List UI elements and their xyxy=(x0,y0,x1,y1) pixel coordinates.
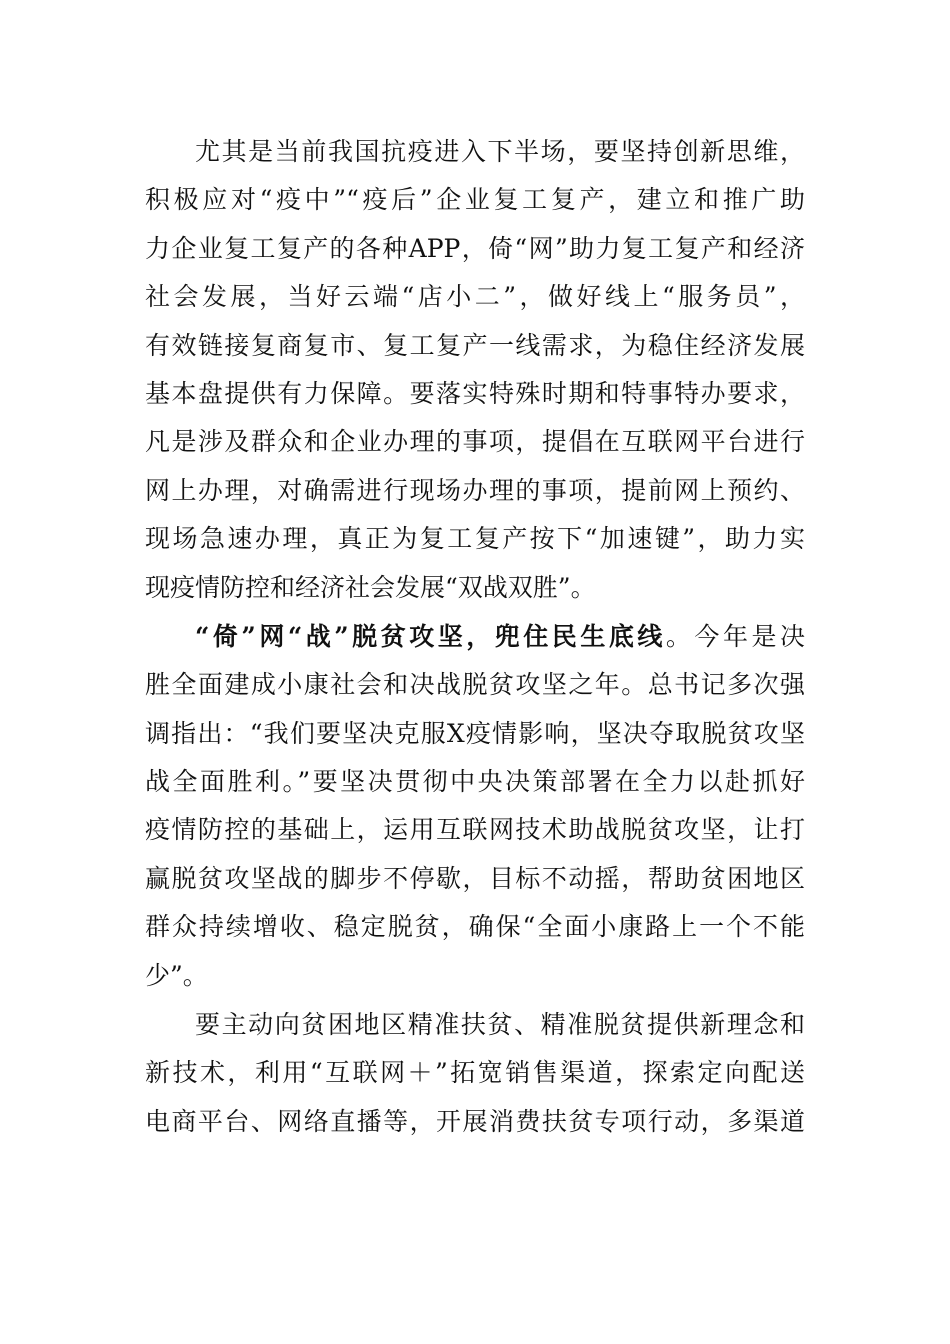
text-line: 调指出：“我们要坚决克服X疫情影响，坚决夺取脱贫攻坚 xyxy=(145,718,805,748)
paragraph-3 xyxy=(145,1001,805,1146)
text-line: 社会发展，当好云端“店小二”，做好线上“服务员”， xyxy=(145,282,805,312)
text-line: 现疫情防控和经济社会发展“双战双胜”。 xyxy=(145,572,596,602)
text-line: 力企业复工复产的各种APP，倚“网”助力复工复产和经济 xyxy=(145,233,805,263)
text-line xyxy=(145,613,805,661)
text-line: 有效链接复商复市、复工复产一线需求，为稳住经济发展 xyxy=(145,330,805,360)
text-line: 胜全面建成小康社会和决战脱贫攻坚之年。总书记多次强 xyxy=(145,670,805,700)
text-line: 现场急速办理，真正为复工复产按下“加速键”，助力实 xyxy=(145,524,805,554)
text-run: 。今年是决 xyxy=(665,621,805,651)
text-line: 凡是涉及群众和企业办理的事项，提倡在互联网平台进行 xyxy=(145,427,805,457)
text-line: 要主动向贫困地区精准扶贫、精准脱贫提供新理念和 xyxy=(195,1010,805,1040)
section-heading: “倚”网“战”脱贫攻坚，兜住民生底线 xyxy=(195,621,666,651)
text-line: 网上办理，对确需进行现场办理的事项，提前网上预约、 xyxy=(145,475,805,505)
text-line: 尤其是当前我国抗疫进入下半场，要坚持创新思维， xyxy=(195,137,805,166)
text-line: 基本盘提供有力保障。要落实特殊时期和特事特办要求， xyxy=(145,378,805,408)
text-line: 疫情防控的基础上，运用互联网技术助战脱贫攻坚，让打 xyxy=(145,815,805,845)
text-line: 少”。 xyxy=(145,960,208,990)
text-line: 战全面胜利。”要坚决贯彻中央决策部署在全力以赴抓好 xyxy=(145,767,805,797)
paragraph-2 xyxy=(145,613,805,1000)
body-text xyxy=(145,128,805,1146)
paragraph-1 xyxy=(145,128,805,612)
text-line: 积极应对“疫中”“疫后”企业复工复产，建立和推广助 xyxy=(145,185,805,215)
text-line: 电商平台、网络直播等，开展消费扶贫专项行动，多渠道 xyxy=(145,1106,805,1136)
text-line: 群众持续增收、稳定脱贫，确保“全面小康路上一个不能 xyxy=(145,912,805,942)
text-line: 新技术，利用“互联网＋”拓宽销售渠道，探索定向配送 xyxy=(145,1058,805,1088)
text-line: 赢脱贫攻坚战的脚步不停歇，目标不动摇，帮助贫困地区 xyxy=(145,863,805,893)
